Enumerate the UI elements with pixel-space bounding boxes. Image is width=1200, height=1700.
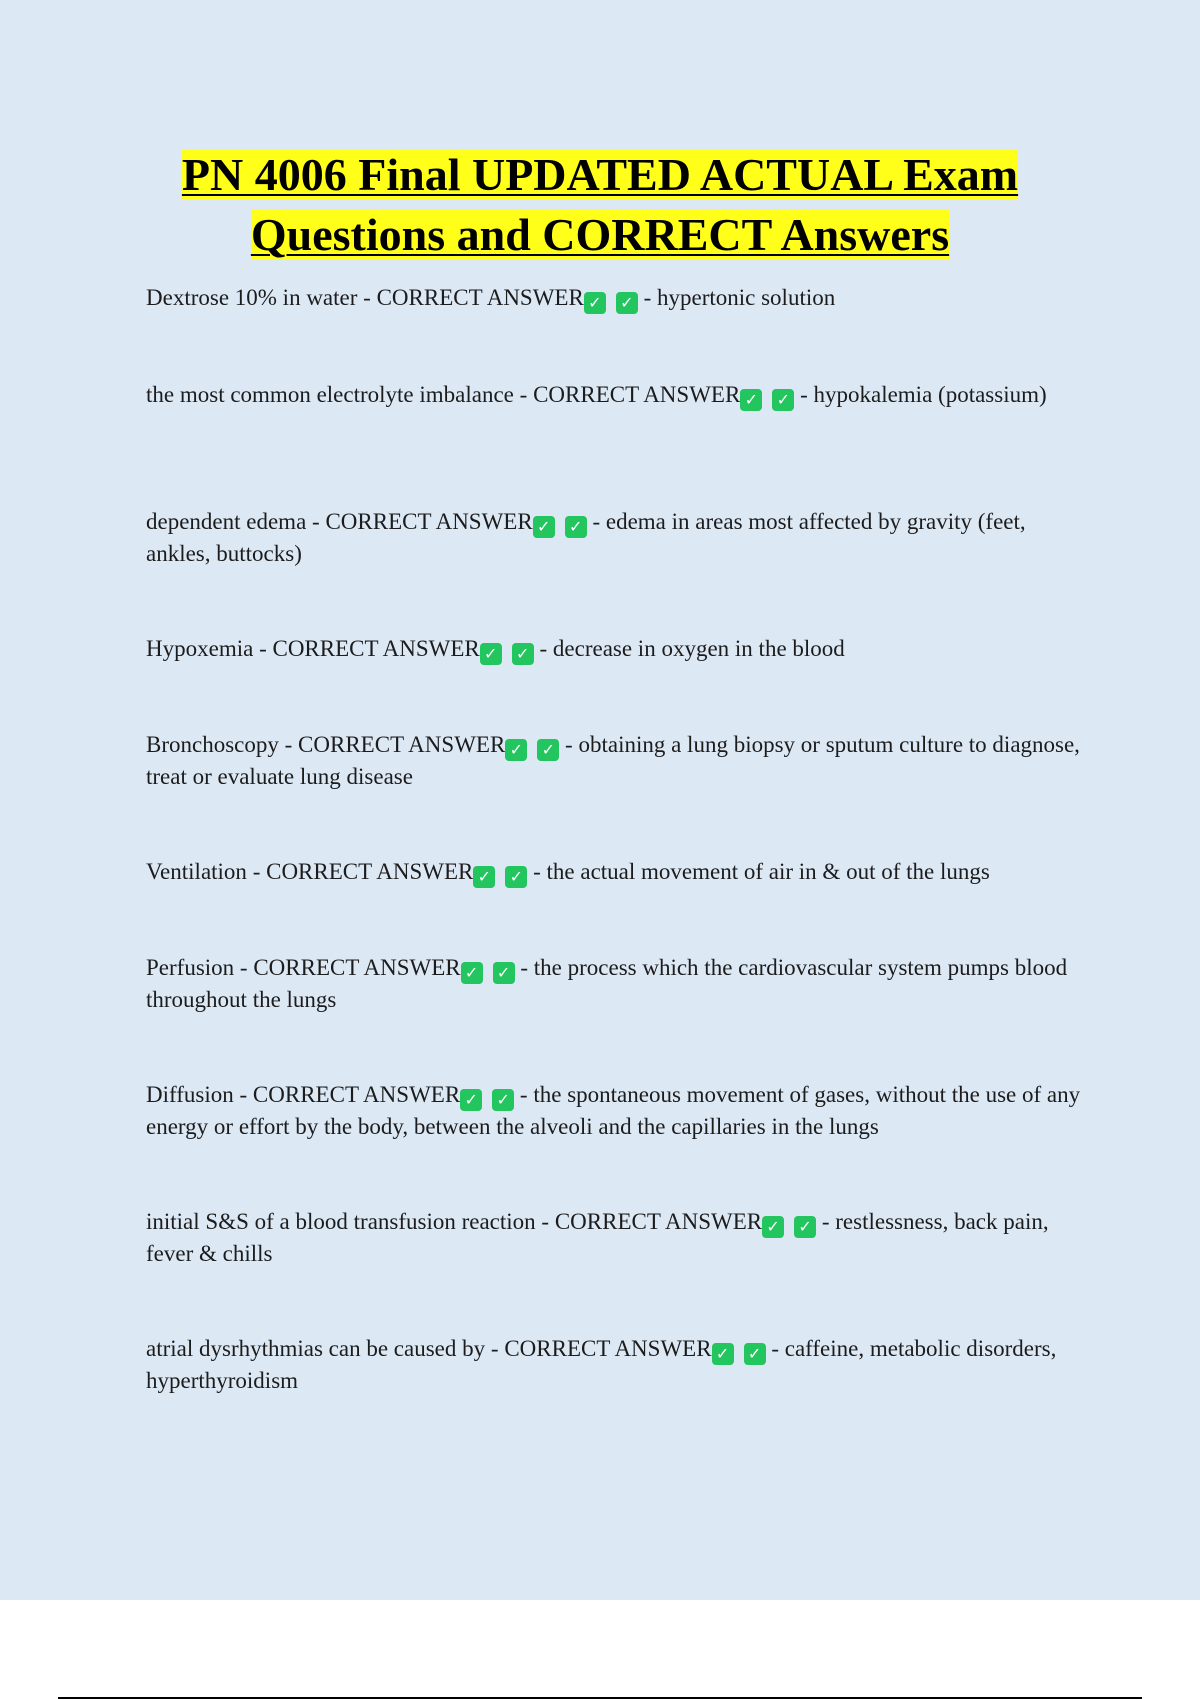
question-text: initial S&S of a blood transfusion reaction (146, 1209, 536, 1234)
question-text: the most common electrolyte imbalance (146, 382, 514, 407)
question-text: Hypoxemia (146, 636, 254, 661)
question-text: Ventilation (146, 859, 247, 884)
check-mark-icon: ✓ (762, 1216, 784, 1238)
correct-answer-label: CORRECT ANSWER (266, 859, 474, 884)
check-mark-icon: ✓ (473, 866, 495, 888)
check-mark-icon: ✓ (537, 739, 559, 761)
answer-text: the actual movement of air in & out of the lungs (546, 859, 990, 884)
answer-text: the spontaneous movement of gases, without the use of any energy or effort by the body, between the alveoli and the capillaries in the lungs (146, 1082, 1081, 1139)
question-text: Dextrose 10% in water (146, 285, 358, 310)
title-line-2: Questions and CORRECT Answers (250, 209, 950, 260)
correct-answer-label: CORRECT ANSWER (252, 1082, 461, 1107)
answer-text: the process which the cardiovascular system pumps blood throughout the lungs (146, 955, 1068, 1012)
check-mark-icon: ✓ (584, 292, 606, 314)
correct-answer-label: CORRECT ANSWER (253, 955, 461, 980)
question-text: atrial dysrhythmias can be caused by (146, 1336, 486, 1361)
correct-answer-label: CORRECT ANSWER (272, 636, 480, 661)
correct-answer-label: CORRECT ANSWER (554, 1209, 763, 1234)
qa-item: Diffusion - CORRECT ANSWER ✓ ✓ - the spontaneous movement of gases, without the use of any energy or effort by the body, between the alveoli and the capillaries in the lungs (146, 1082, 1081, 1139)
question-text: Bronchoscopy (146, 732, 279, 757)
answer-text: decrease in oxygen in the blood (552, 636, 845, 661)
qa-item: initial S&S of a blood transfusion reaction - CORRECT ANSWER ✓ ✓ - restlessness, back pain, fever & chills (146, 1209, 1049, 1266)
check-mark-icon: ✓ (740, 389, 762, 411)
check-mark-icon: ✓ (712, 1343, 734, 1365)
check-mark-icon: ✓ (616, 292, 638, 314)
check-mark-icon: ✓ (505, 866, 527, 888)
qa-item: the most common electrolyte imbalance - CORRECT ANSWER ✓ ✓ - hypokalemia (potassium) (146, 382, 1047, 409)
check-mark-icon: ✓ (512, 643, 534, 665)
correct-answer-label: CORRECT ANSWER (376, 285, 584, 310)
check-mark-icon: ✓ (493, 962, 515, 984)
correct-answer-label: CORRECT ANSWER (298, 732, 506, 757)
question-text: Perfusion (146, 955, 235, 980)
qa-item: atrial dysrhythmias can be caused by - CORRECT ANSWER ✓ ✓ - caffeine, metabolic disorders, hyperthyroidism (146, 1336, 1057, 1393)
answer-text: hypokalemia (potassium) (813, 382, 1047, 407)
qa-item: Hypoxemia - CORRECT ANSWER ✓ ✓ - decrease in oxygen in the blood (146, 636, 845, 663)
answer-text: hypertonic solution (657, 285, 836, 310)
question-text: Diffusion (146, 1082, 234, 1107)
correct-answer-label: CORRECT ANSWER (325, 509, 533, 534)
qa-item: Perfusion - CORRECT ANSWER ✓ ✓ - the process which the cardiovascular system pumps blood throughout the lungs (146, 955, 1068, 1012)
check-mark-icon: ✓ (505, 739, 527, 761)
qa-item: Dextrose 10% in water - CORRECT ANSWER ✓ ✓ - hypertonic solution (146, 285, 836, 312)
correct-answer-label: CORRECT ANSWER (504, 1336, 712, 1361)
qa-item: Bronchoscopy - CORRECT ANSWER ✓ ✓ - obtaining a lung biopsy or sputum culture to diagnose, treat or evaluate lung disease (146, 732, 1080, 789)
qa-item: Ventilation - CORRECT ANSWER ✓ ✓ - the actual movement of air in & out of the lungs (146, 859, 990, 886)
answer-text: obtaining a lung biopsy or sputum culture to diagnose, treat or evaluate lung disease (146, 732, 1080, 789)
title-line-1: PN 4006 Final UPDATED ACTUAL Exam (181, 149, 1019, 200)
check-mark-icon: ✓ (480, 643, 502, 665)
check-mark-icon: ✓ (492, 1089, 514, 1111)
correct-answer-label: CORRECT ANSWER (533, 382, 741, 407)
answer-text: restlessness, back pain, fever & chills (146, 1209, 1049, 1266)
check-mark-icon: ✓ (565, 516, 587, 538)
check-mark-icon: ✓ (461, 962, 483, 984)
check-mark-icon: ✓ (794, 1216, 816, 1238)
answer-text: edema in areas most affected by gravity (feet, ankles, buttocks) (146, 509, 1026, 566)
check-mark-icon: ✓ (460, 1089, 482, 1111)
check-mark-icon: ✓ (772, 389, 794, 411)
question-text: dependent edema (146, 509, 307, 534)
footer-divider (58, 1697, 1142, 1699)
qa-item: dependent edema - CORRECT ANSWER ✓ ✓ - edema in areas most affected by gravity (feet, ankles, buttocks) (146, 509, 1026, 566)
document-title (0, 145, 1200, 265)
answer-text: caffeine, metabolic disorders, hyperthyroidism (146, 1336, 1057, 1393)
check-mark-icon: ✓ (744, 1343, 766, 1365)
check-mark-icon: ✓ (533, 516, 555, 538)
